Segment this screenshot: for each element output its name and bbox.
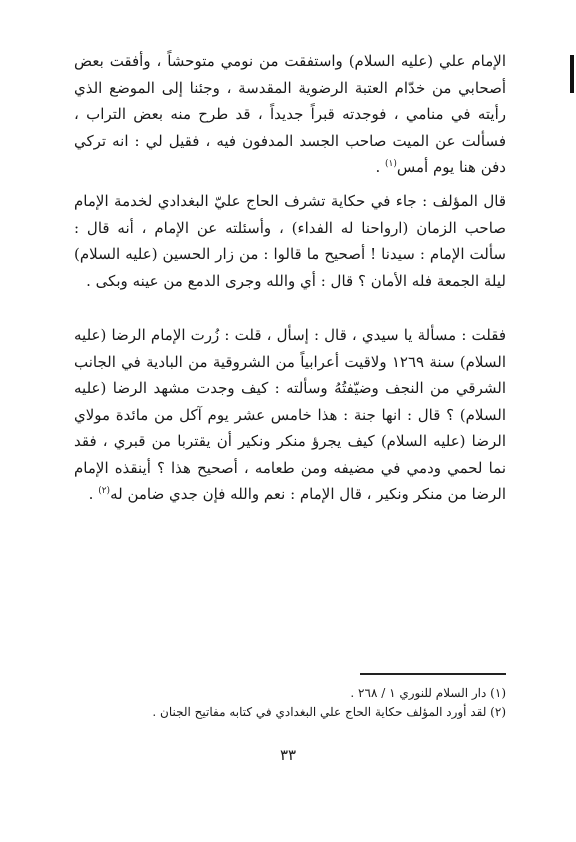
- footnote-reference[interactable]: (٢): [98, 486, 111, 496]
- paragraph-text: [74, 48, 506, 181]
- paragraph-body: فقلت : مسألة يا سيدي ، قال : إسأل ، قلت : زُرت الإمام الرضا (عليه السلام) سنة ١٢٦٩ ولاقيت أعرابياً من الشروقية من البادية في الجانب الشرقي من النجف وضيّفتُهُ وسألته : كيف وجدت مشهد الرضا (عليه السلام) ؟ قال : انها جنة : هذا خامس عشر يوم آكل من مائدة مولاي الرضا (عليه السلام) كيف يجرؤ منكر ونكير أن يقتربا من قبري ، فقد نما لحمي ودمي في مضيفه ومن طعامه ، أصحيح هذا ؟ أينقذه الإمام الرضا من منكر ونكير ، قال الإمام : نعم والله فإن جدي ضامن له: [74, 326, 506, 503]
- paragraph-3: [74, 322, 506, 508]
- paragraph-2: [74, 188, 506, 294]
- paragraph-body: الإمام علي (عليه السلام) واستفقت من نومي متوحشاً ، وأفقت بعض أصحابي من خدّام العتبة الرضوية المقدسة ، وجئنا إلى الموضع الذي رأيته في منامي ، فوجدته قبراً جديداً ، قد طرح منه بعض التراب ، فسألت عن الميت صاحب الجسد المدفون فيه ، فقيل لي : انه تركي دفن هنا يوم أمس: [74, 52, 506, 176]
- footnote-reference[interactable]: (١): [385, 159, 397, 169]
- paragraph-1: [74, 48, 506, 181]
- footnotes: [74, 684, 506, 722]
- paragraph-text: [74, 322, 506, 508]
- page-number: ٣٣: [279, 746, 297, 764]
- footnote-1: (١) دار السلام للنوري ١ / ٢٦٨ .: [350, 686, 506, 700]
- footnote-divider: [360, 673, 506, 675]
- paragraph-tail: .: [375, 158, 385, 176]
- paragraph-text: [74, 188, 506, 294]
- margin-marker: [570, 55, 574, 93]
- paragraph-tail: .: [88, 485, 99, 503]
- paragraph-body: قال المؤلف : جاء في حكاية تشرف الحاج عليّ البغدادي لخدمة الإمام صاحب الزمان (ارواحنا له الفداء) ، وأسئلته عن الإمام ، أنه قال : سألت الإمام : سيدنا ! أصحيح ما قالوا : من زار الحسين (عليه السلام) ليلة الجمعة فله الأمان ؟ قال : أي والله وجرى الدمع من عينه وبكى .: [74, 192, 506, 290]
- footnote-2: (٢) لقد أورد المؤلف حكاية الحاج علي البغدادي في كتابه مفاتيح الجنان .: [152, 705, 506, 719]
